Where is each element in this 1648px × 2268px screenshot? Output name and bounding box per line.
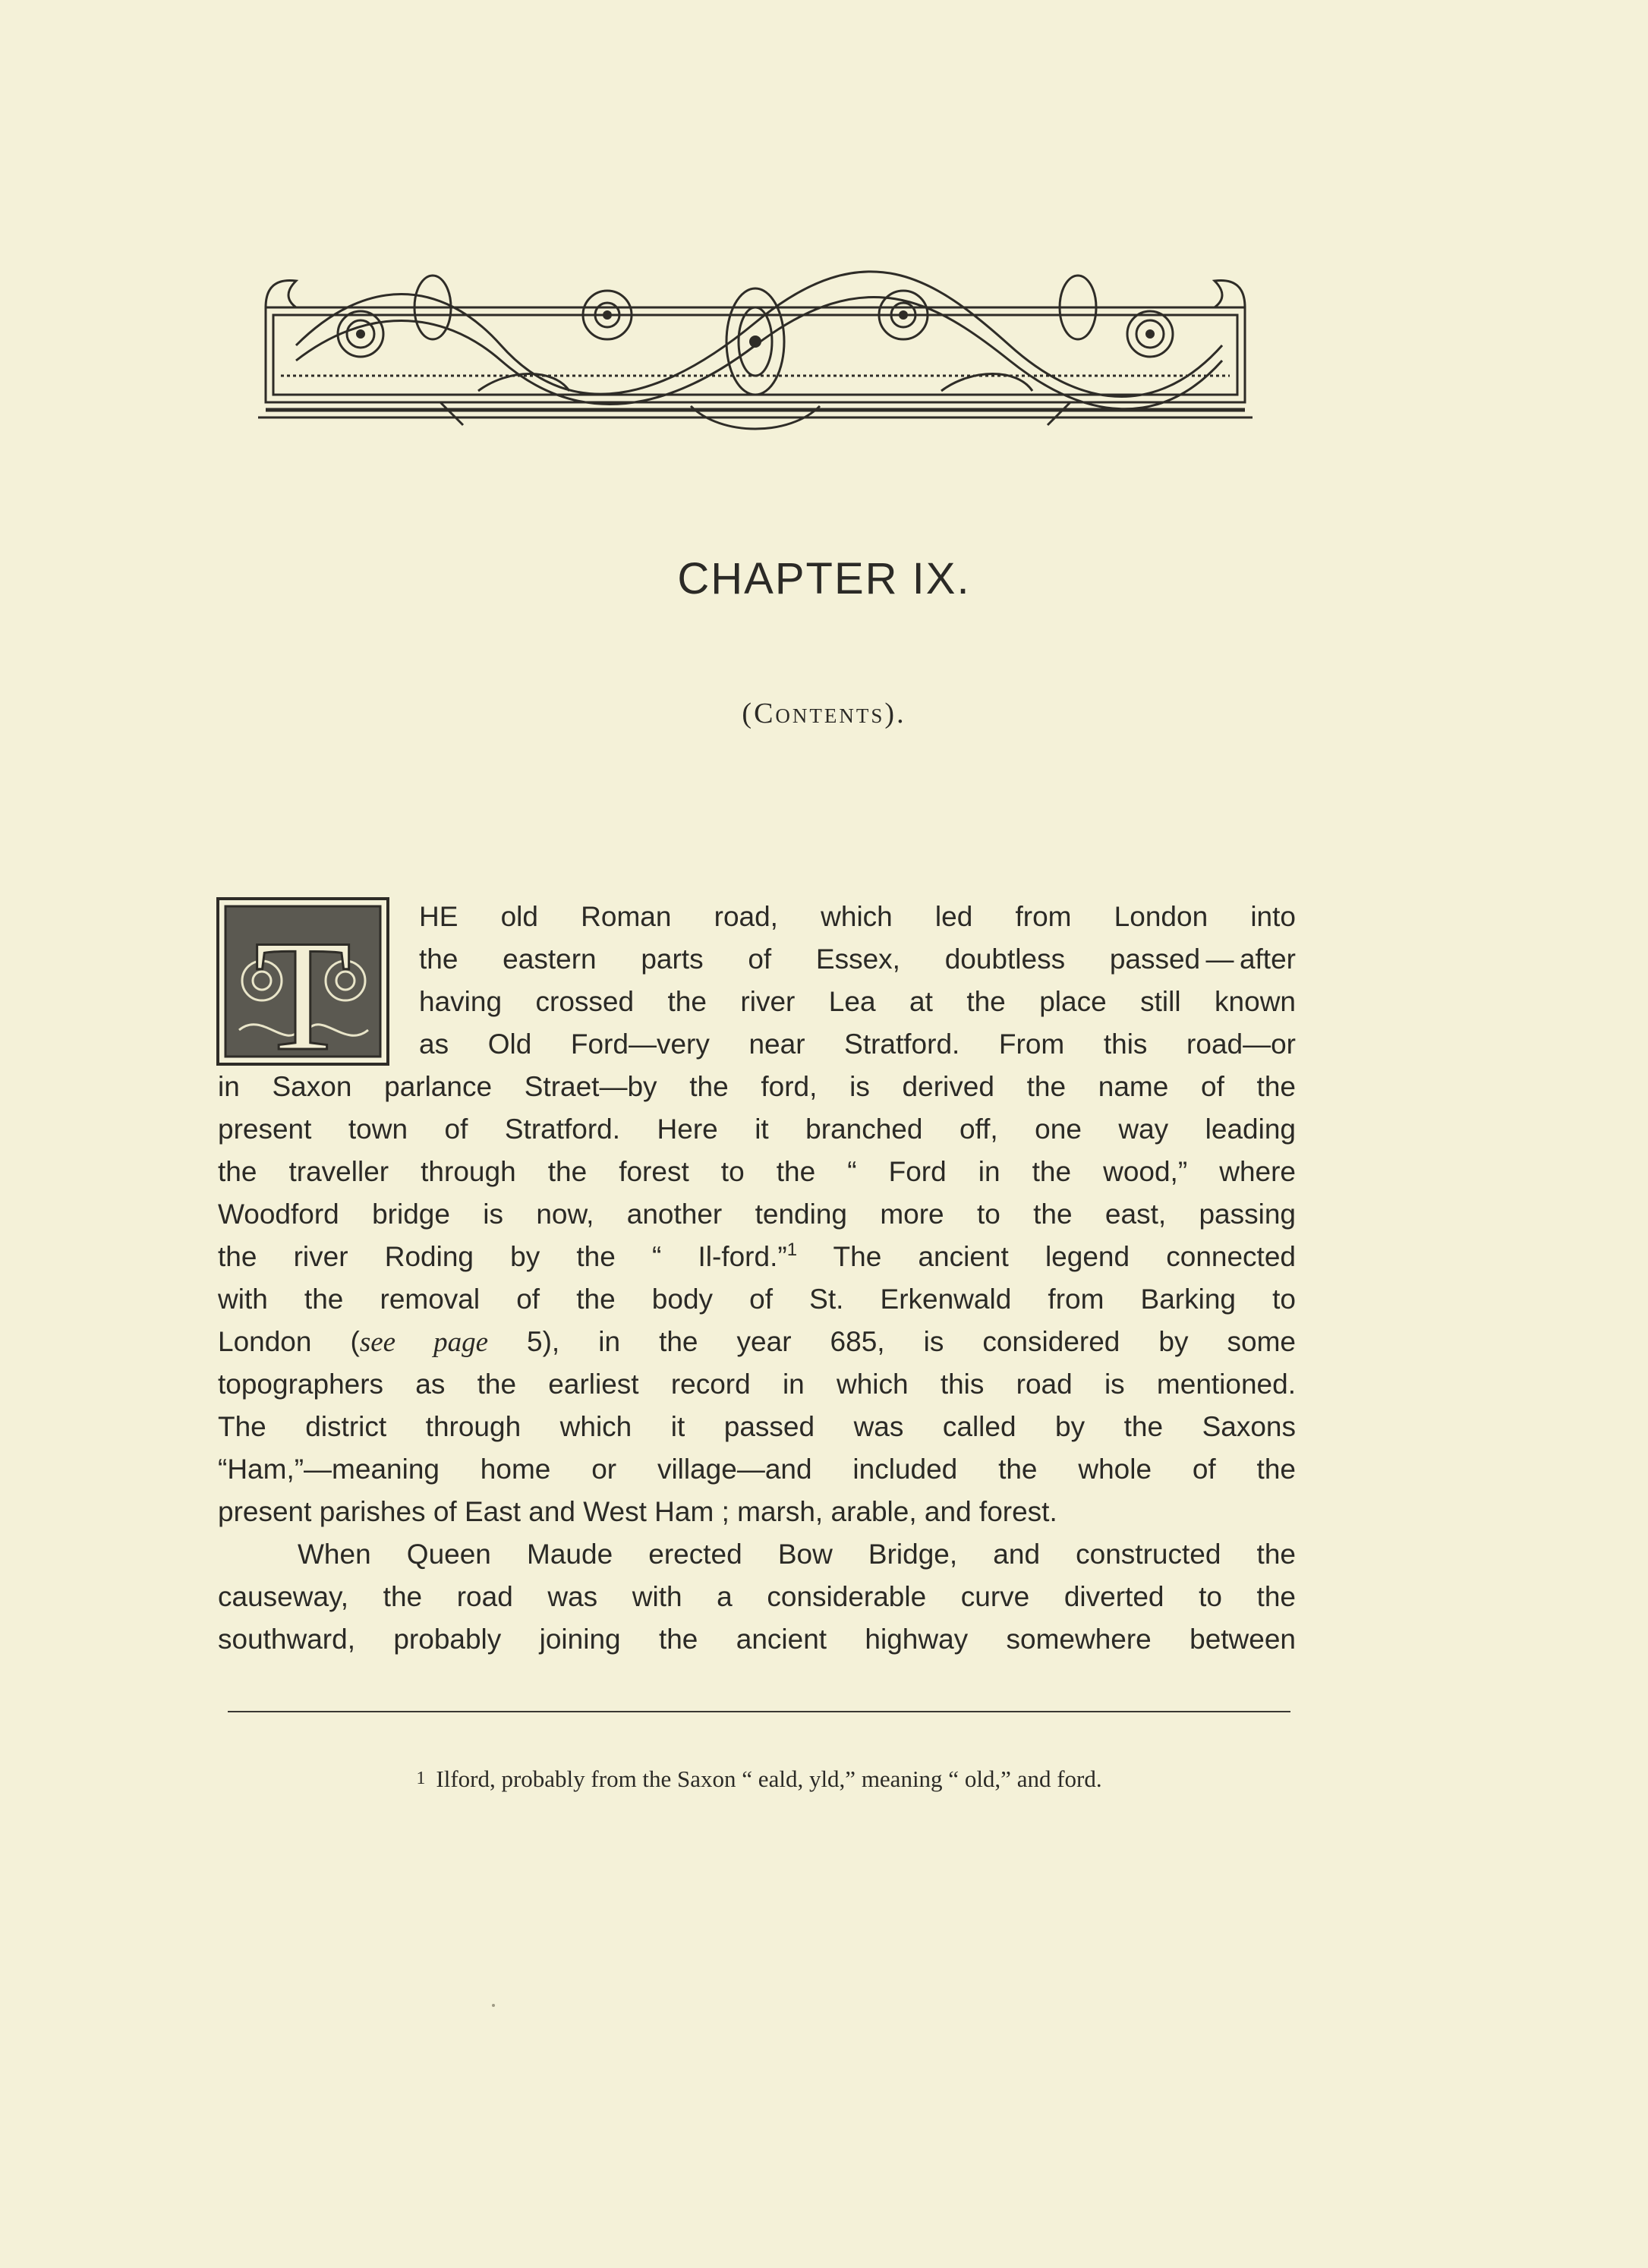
paper-speck [492, 2004, 495, 2007]
text-line: When Queen Maude erected Bow Bridge, and constructed the [298, 1539, 1296, 1570]
text-line: present town of Stratford. Here it branched off, one way leading [218, 1114, 1296, 1145]
text-line: in Saxon parlance Straet—by the ford, is derived the name of the [218, 1071, 1296, 1102]
text-line: the river Roding by the “ Il-ford.”$^1$ The ancient legend connected [218, 1240, 1296, 1272]
text-line: “Ham,”—meaning home or village—and included the whole of the [218, 1454, 1296, 1485]
text-line: causeway, the road was with a considerable curve diverted to the [218, 1581, 1296, 1612]
ornamental-headpiece [251, 262, 1260, 440]
footnote-reference: 1 [786, 1240, 798, 1260]
footnote [228, 1762, 1290, 1795]
chapter-title: CHAPTER IX. [677, 554, 971, 603]
text-line: present parishes of East and West Ham ; marsh, arable, and forest. [218, 1496, 1057, 1527]
drop-cap-t [216, 897, 389, 1066]
footnote-number: 1 [416, 1769, 426, 1788]
text-line: with the removal of the body of St. Erkenwald from Barking to [218, 1284, 1296, 1315]
text-line: topographers as the earliest record in which this road is mentioned. [218, 1369, 1296, 1400]
svg-text:T: T [254, 908, 352, 1066]
text-line: southward, probably joining the ancient highway somewhere between [218, 1624, 1296, 1655]
footnote-text: Ilford, probably from the Saxon “ eald, yld,” meaning “ old,” and ford. [436, 1766, 1102, 1792]
text-line: The district through which it passed was called by the Saxons [218, 1411, 1296, 1442]
text-line: as Old Ford—very near Stratford. From this road—or [419, 1028, 1296, 1060]
page-reference: see page [359, 1327, 488, 1358]
text-line: Woodford bridge is now, another tending more to the east, passing [218, 1199, 1296, 1230]
text-line: the eastern parts of Essex, doubtless passed — after [419, 943, 1296, 975]
text-line: the traveller through the forest to the “ Ford in the wood,” where [218, 1156, 1296, 1187]
text-line: London (see page 5), in the year 685, is considered by some [218, 1326, 1296, 1358]
contents-label: (Contents). [742, 698, 906, 729]
text-line: having crossed the river Lea at the place still known [419, 986, 1296, 1017]
text-line: HE old Roman road, which led from London into [419, 901, 1296, 932]
footnote-divider [228, 1711, 1290, 1712]
